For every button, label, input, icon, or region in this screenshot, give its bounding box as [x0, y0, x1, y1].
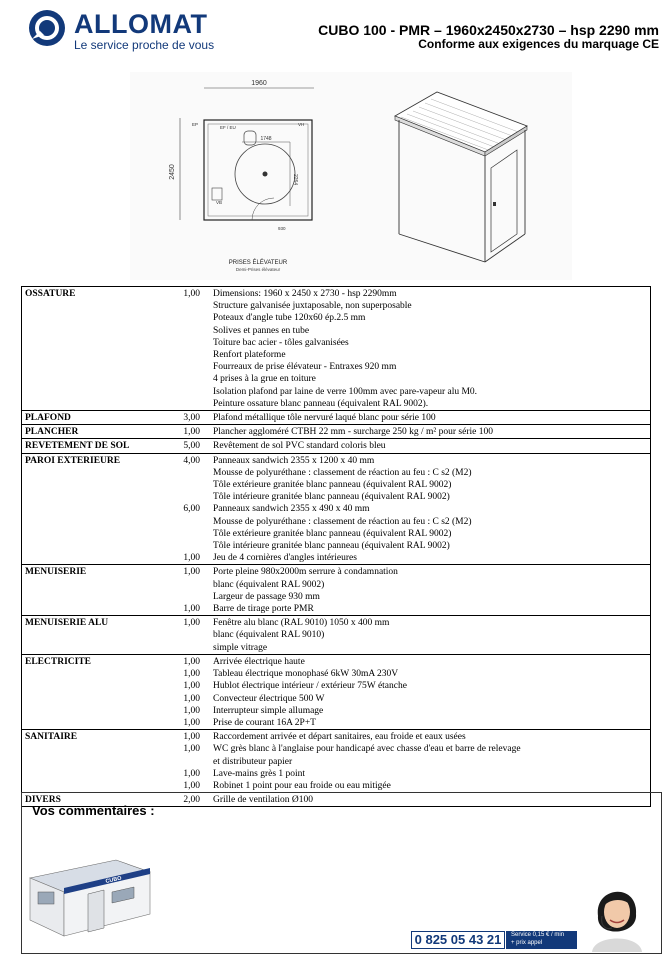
spec-quantity	[165, 349, 200, 361]
spec-quantity	[165, 300, 200, 312]
spec-section-name	[22, 717, 165, 729]
spec-description: Tableau électrique monophasé 6kW 30mA 230V	[213, 669, 399, 680]
spec-description: Robinet 1 point pour eau froide ou eau mitigée	[213, 780, 391, 791]
spec-row	[22, 325, 650, 337]
spec-quantity: 1,00	[183, 553, 200, 564]
spec-quantity	[165, 528, 200, 540]
spec-row	[22, 629, 650, 641]
plan-vh-label: VH	[298, 122, 305, 127]
spec-description: simple vitrage	[213, 642, 268, 653]
spec-quantity: 2,00	[183, 795, 200, 806]
spec-quantity: 1,00	[183, 618, 200, 629]
spec-description: Grille de ventilation Ø100	[213, 795, 313, 806]
spec-quantity: 3,00	[183, 413, 200, 424]
spec-row	[22, 337, 650, 349]
spec-quantity	[165, 540, 200, 552]
spec-row	[22, 717, 650, 729]
spec-section-name	[22, 629, 165, 641]
floor-plan-drawing	[160, 76, 340, 276]
spec-quantity: 1,00	[183, 289, 200, 299]
spec-section-name	[22, 579, 165, 591]
spec-description: 4 prises à la grue en toiture	[213, 374, 316, 385]
price-badge	[506, 931, 577, 949]
spec-section	[22, 655, 650, 730]
spec-row	[22, 361, 650, 373]
spec-section	[22, 616, 650, 655]
spec-section-name	[22, 398, 165, 410]
spec-description: Dimensions: 1960 x 2450 x 2730 - hsp 2290mm	[213, 289, 397, 299]
spec-row	[22, 412, 650, 424]
plan-door-label: 930	[278, 226, 286, 231]
spec-quantity: 1,00	[183, 656, 200, 667]
spec-row	[22, 373, 650, 385]
spec-section-name	[22, 312, 165, 324]
spec-description: Hublot électrique intérieur / extérieur 75W étanche	[213, 681, 407, 692]
spec-quantity: 6,00	[183, 504, 200, 515]
spec-section-name	[22, 603, 165, 615]
spec-row	[22, 349, 650, 361]
spec-section-name	[22, 300, 165, 312]
spec-section-name	[22, 693, 165, 705]
spec-row	[22, 731, 650, 743]
isometric-drawing	[385, 84, 545, 268]
spec-quantity: 1,00	[183, 669, 200, 680]
spec-quantity: 1,00	[183, 705, 200, 716]
spec-section-name: ELECTRICITE	[25, 656, 91, 667]
spec-quantity: 1,00	[183, 427, 200, 438]
plan-height-label: 2450	[169, 164, 176, 180]
spec-section-name	[22, 680, 165, 692]
spec-quantity	[165, 398, 200, 410]
spec-description: Fourreaux de prise élévateur - Entraxes 920 mm	[213, 362, 397, 373]
spec-description: Tôle extérieure granitée blanc panneau (équivalent RAL 9002)	[213, 480, 452, 491]
spec-section	[22, 439, 650, 453]
spec-description: Barre de tirage porte PMR	[213, 604, 314, 615]
spec-section-name	[22, 743, 165, 755]
spec-quantity: 1,00	[183, 693, 200, 704]
spec-quantity: 5,00	[183, 441, 200, 452]
spec-section	[22, 411, 650, 425]
spec-row	[22, 386, 650, 398]
spec-row	[22, 528, 650, 540]
spec-row	[22, 467, 650, 479]
spec-section-name	[22, 756, 165, 768]
spec-row	[22, 516, 650, 528]
spec-section-name: OSSATURE	[25, 289, 76, 299]
spec-quantity: 1,00	[183, 732, 200, 743]
spec-section-name	[22, 552, 165, 564]
spec-section-name	[22, 349, 165, 361]
spec-section-name	[22, 479, 165, 491]
plan-inner-height-label: 2264	[292, 174, 298, 186]
spec-description: WC grès blanc à l'anglaise pour handicapé avec chasse d'eau et barre de relevage	[213, 744, 521, 755]
plan-prises-label: PRISES ÉLÉVATEUR	[228, 260, 288, 266]
container-photo	[26, 852, 156, 940]
spec-quantity	[165, 337, 200, 349]
plan-width-label: 1960	[251, 80, 267, 87]
spec-row	[22, 680, 650, 692]
spec-row	[22, 552, 650, 564]
spec-description: Panneaux sandwich 2355 x 1200 x 40 mm	[213, 455, 375, 466]
spec-row	[22, 566, 650, 578]
spec-description: Tôle intérieure granitée blanc panneau (équivalent RAL 9002)	[213, 492, 450, 503]
spec-description: Mousse de polyuréthane : classement de réaction au feu : C s2 (M2)	[213, 467, 472, 478]
spec-description: Arrivée électrique haute	[213, 656, 305, 667]
spec-row	[22, 579, 650, 591]
spec-section-name	[22, 768, 165, 780]
spec-quantity	[165, 479, 200, 491]
spec-quantity	[165, 386, 200, 398]
spec-row	[22, 642, 650, 654]
spec-quantity	[165, 629, 200, 641]
plan-vb-label: VB	[216, 200, 223, 205]
spec-section	[22, 454, 650, 566]
plan-ef-eu-label: EF / EU	[220, 125, 236, 130]
spec-description: Panneaux sandwich 2355 x 490 x 40 mm	[213, 504, 370, 515]
spec-row	[22, 440, 650, 452]
phone-number[interactable]: 0 825 05 43 21	[411, 931, 505, 949]
spec-section-name	[22, 528, 165, 540]
spec-section-name: MENUISERIE	[25, 567, 87, 578]
spec-section	[22, 425, 650, 439]
spec-section-name	[22, 325, 165, 337]
spec-row	[22, 503, 650, 515]
spec-quantity	[165, 312, 200, 324]
spec-row	[22, 479, 650, 491]
spec-quantity	[165, 642, 200, 654]
spec-section-name: PAROI EXTERIEURE	[25, 455, 121, 466]
spec-description: Porte pleine 980x2000m serrure à condamnation	[213, 567, 398, 578]
spec-section-name	[22, 668, 165, 680]
brand-tagline: Le service proche de vous	[74, 38, 215, 52]
page-subtitle: Conforme aux exigences du marquage CE	[418, 37, 659, 51]
spec-section-name: PLAFOND	[25, 413, 71, 424]
spec-section-name	[22, 780, 165, 792]
spec-row	[22, 705, 650, 717]
spec-section-name	[22, 516, 165, 528]
spec-description: Structure galvanisée juxtaposable, non superposable	[213, 301, 412, 312]
spec-quantity	[165, 491, 200, 503]
spec-section-name	[22, 467, 165, 479]
spec-description: Interrupteur simple allumage	[213, 705, 324, 716]
spec-section	[22, 730, 650, 793]
spec-section	[22, 287, 650, 411]
spec-section-name: SANITAIRE	[25, 732, 78, 743]
brand-name: ALLOMAT	[74, 9, 208, 39]
spec-description: Solives et pannes en tube	[213, 325, 310, 336]
spec-section-name	[22, 503, 165, 515]
spec-quantity	[165, 579, 200, 591]
spec-quantity: 1,00	[183, 780, 200, 791]
spec-description: Lave-mains grès 1 point	[213, 768, 306, 779]
spec-quantity	[165, 325, 200, 337]
spec-row	[22, 743, 650, 755]
spec-description: Peinture ossature blanc panneau (équivalent RAL 9002).	[213, 398, 429, 409]
spec-quantity: 1,00	[183, 744, 200, 755]
spec-row	[22, 491, 650, 503]
spec-row	[22, 656, 650, 668]
spec-description: Revêtement de sol PVC standard coloris bleu	[213, 441, 386, 452]
spec-section-name: DIVERS	[25, 795, 61, 806]
spec-quantity	[165, 756, 200, 768]
price-line-2: + prix appel	[511, 939, 543, 946]
container-cubo-label: CUBO	[105, 875, 123, 885]
plan-ep-label: EP	[192, 122, 199, 127]
spec-section-name: REVETEMENT DE SOL	[25, 441, 130, 452]
page-title: CUBO 100 - PMR – 1960x2450x2730 – hsp 2290 mm	[318, 22, 659, 38]
spec-quantity: 4,00	[183, 455, 200, 466]
spec-section-name	[22, 373, 165, 385]
spec-row	[22, 693, 650, 705]
spec-quantity	[165, 373, 200, 385]
spec-section-name	[22, 591, 165, 603]
spec-section-name: PLANCHER	[25, 427, 79, 438]
spec-description: Largeur de passage 930 mm	[213, 591, 320, 602]
spec-description: Jeu de 4 cornières d'angles intérieures	[213, 553, 357, 564]
spec-description: Plancher aggloméré CTBH 22 mm - surcharge 250 kg / m² pour série 100	[213, 427, 493, 438]
spec-quantity: 1,00	[183, 604, 200, 615]
allomat-logo-icon	[28, 9, 66, 47]
spec-description: blanc (équivalent RAL 9010)	[213, 630, 325, 641]
spec-section	[22, 565, 650, 616]
spec-description: Renfort plateforme	[213, 350, 286, 361]
spec-description: Fenêtre alu blanc (RAL 9010) 1050 x 400 mm	[213, 618, 390, 629]
spec-quantity: 1,00	[183, 567, 200, 578]
spec-row	[22, 756, 650, 768]
support-agent-avatar	[588, 876, 646, 952]
spec-quantity	[165, 591, 200, 603]
price-line-1: Service 0,15 € / min	[511, 932, 565, 938]
spec-quantity	[165, 467, 200, 479]
spec-row	[22, 668, 650, 680]
spec-table	[21, 286, 651, 807]
spec-description: Mousse de polyuréthane : classement de réaction au feu : C s2 (M2)	[213, 516, 472, 527]
spec-description: Convecteur électrique 500 W	[213, 693, 325, 704]
spec-section-name: MENUISERIE ALU	[25, 618, 109, 629]
spec-section-name	[22, 361, 165, 373]
spec-description: Raccordement arrivée et départ sanitaires, eau froide et eaux usées	[213, 732, 466, 743]
comments-label: Vos commentaires :	[32, 803, 155, 818]
spec-section-name	[22, 705, 165, 717]
spec-row	[22, 591, 650, 603]
spec-description: Poteaux d'angle tube 120x60 ép.2.5 mm	[213, 313, 366, 324]
plan-prises-sub: Demi-Prises élévateur	[235, 267, 281, 272]
spec-row	[22, 300, 650, 312]
spec-row	[22, 780, 650, 792]
spec-quantity	[165, 361, 200, 373]
spec-description: Tôle extérieure granitée blanc panneau (équivalent RAL 9002)	[213, 528, 452, 539]
spec-quantity: 1,00	[183, 681, 200, 692]
spec-row	[22, 398, 650, 410]
spec-row	[22, 288, 650, 300]
spec-description: blanc (équivalent RAL 9002)	[213, 579, 325, 590]
spec-row	[22, 540, 650, 552]
spec-section-name	[22, 540, 165, 552]
spec-description: et distributeur papier	[213, 756, 293, 767]
spec-row	[22, 426, 650, 438]
spec-description: Tôle intérieure granitée blanc panneau (équivalent RAL 9002)	[213, 541, 450, 552]
spec-description: Plafond métallique tôle nervuré laqué blanc pour série 100	[213, 413, 436, 424]
spec-quantity	[165, 516, 200, 528]
spec-row	[22, 617, 650, 629]
spec-row	[22, 768, 650, 780]
spec-description: Isolation plafond par laine de verre 100mm avec pare-vapeur alu M0.	[213, 386, 478, 397]
spec-section-name	[22, 386, 165, 398]
plan-inner-width-label: 1748	[260, 136, 272, 142]
spec-row	[22, 455, 650, 467]
spec-section-name	[22, 337, 165, 349]
spec-quantity: 1,00	[183, 717, 200, 728]
spec-section-name	[22, 642, 165, 654]
spec-description: Prise de courant 16A 2P+T	[213, 717, 316, 728]
spec-quantity: 1,00	[183, 768, 200, 779]
spec-row	[22, 312, 650, 324]
spec-row	[22, 603, 650, 615]
spec-section-name	[22, 491, 165, 503]
spec-description: Toiture bac acier - tôles galvanisées	[213, 337, 349, 348]
